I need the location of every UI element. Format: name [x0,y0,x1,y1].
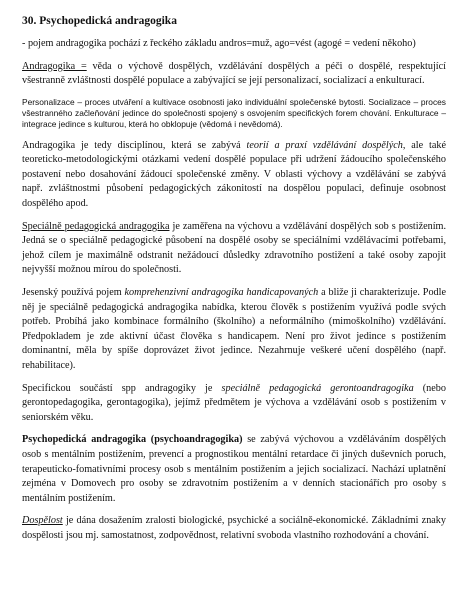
jesensky-text-a: Jesenský používá pojem [22,287,125,299]
term-special-andragogy: Speciálně pedagogická andragogika [22,220,170,232]
geronto-text-b: (nebo gerontopedagogika, gerontagogika), jejímž předmětem je výchova a vzdělávání osob s postižením v seniorském věku. [22,382,446,423]
document-page [22,14,446,552]
adulthood-text: je dána dosažením zralosti biologické, psychické a sociálně-ekonomické. Základními znaky dospělosti jsou mj. samostatnost, zodpovědnost, relativní svoboda vlastního rozhodování a chování. [22,515,446,541]
paragraph-geronto [22,382,446,426]
paragraph-special-andragogy [22,220,446,278]
glossary-text: Personalizace – proces utváření a kultivace osobnosti jako individuální společenské bytosti. Socializace – proces všestranného začleňování jedince do společnosti spojený s osvojením specifických forem chování. Enkulturace – integrace jedince s kulturou, která ho obklopuje (vědomá i nevědomá). [22,96,446,130]
term-adulthood: Dospělost [22,515,63,527]
page-title: 30. Psychopedická andragogika [22,15,177,27]
term-psychopedic: Psychopedická andragogika (psychoandragogika) [22,434,243,446]
paragraph-glossary [22,97,446,131]
paragraph-definition [22,60,446,89]
jesensky-emphasis: komprehenzivní andragogika handicapovaných [124,287,319,299]
geronto-emphasis: speciálně pedagogická gerontoandragogika [221,382,414,394]
discipline-text-b: , ale také teoreticko-metodologickými otázkami vedení dospělé populace při udržení žádoucího společenského postavení nebo dosahování žádoucí společenské změny. V oblasti výchovy a vzdělávání se zabývá např. zvláštnostmi působení pedagogických zákonitostí na dospělou populaci, definuje osobnost dospělého apod. [22,139,446,210]
psychopedic-text: se zabývá výchovou a vzděláváním dospělých osob s mentálním postižením, prevencí a prognostikou mentální retardace či jiných duševních poruch, terapeuticko-fomativními procesy osob s mentálním postižením a jejich socializací. Nachází uplatnění zejména v Domovech pro osoby se zdravotním postižením a v denních stacionářích pro osoby s mentálním postižením. [22,434,446,504]
discipline-text-a: Andragogika je tedy disciplínou, která se zabývá [22,139,247,151]
jesensky-text-b: a bliže ji charakterizuje. Podle něj je speciálně pedagogická andragogika nabídka, kterou člověk s postižením využívá podle svých potřeb. Probíhá jako kombinace formálního (školního) a neformálního (mimoškolního) vzdělávání. Předpokladem je zde aktivní účast člověka s handicapem. Není pro život jedince s postižením dominantní, měla by spíše doprovázet život jedince. Nezahrnuje veškeré učení dospělého (např. rehabilitace). [22,287,446,371]
paragraph-discipline [22,139,446,212]
paragraph-psychopedic [22,433,446,506]
geronto-text-a: Specifickou součástí spp andragogiky je [22,382,222,394]
term-andragogika: Andragogika = [22,60,87,72]
paragraph-adulthood [22,514,446,543]
paragraph-jesensky [22,286,446,374]
discipline-emphasis: teorií a praxí vzdělávání dospělých [246,139,403,151]
definition-text: věda o výchově dospělých, vzdělávání dospělých a péči o dospělé, respektující všestranně zvláštnosti dospělé populace a zabývající se její personalizací, socializací a enkulturací. [22,60,446,87]
paragraph-etymology [22,37,446,52]
etymology-text: - pojem andragogika pochází z řeckého základu andros=muž, ago=vést (agogé = vedení někoho) [22,38,416,49]
special-andragogy-text: je zaměřena na výchovu a vzdělávání dospělých sob s postižením. Jedná se o speciálně pedagogické působení na dospělé osoby se speciálními vzdělávacími potřebami, jehož cílem je maximálně odstranit nežádoucí důsledky zdravotního postižení a také osoby zapojit nejvyšší možnou mírou do společnosti. [22,220,447,276]
